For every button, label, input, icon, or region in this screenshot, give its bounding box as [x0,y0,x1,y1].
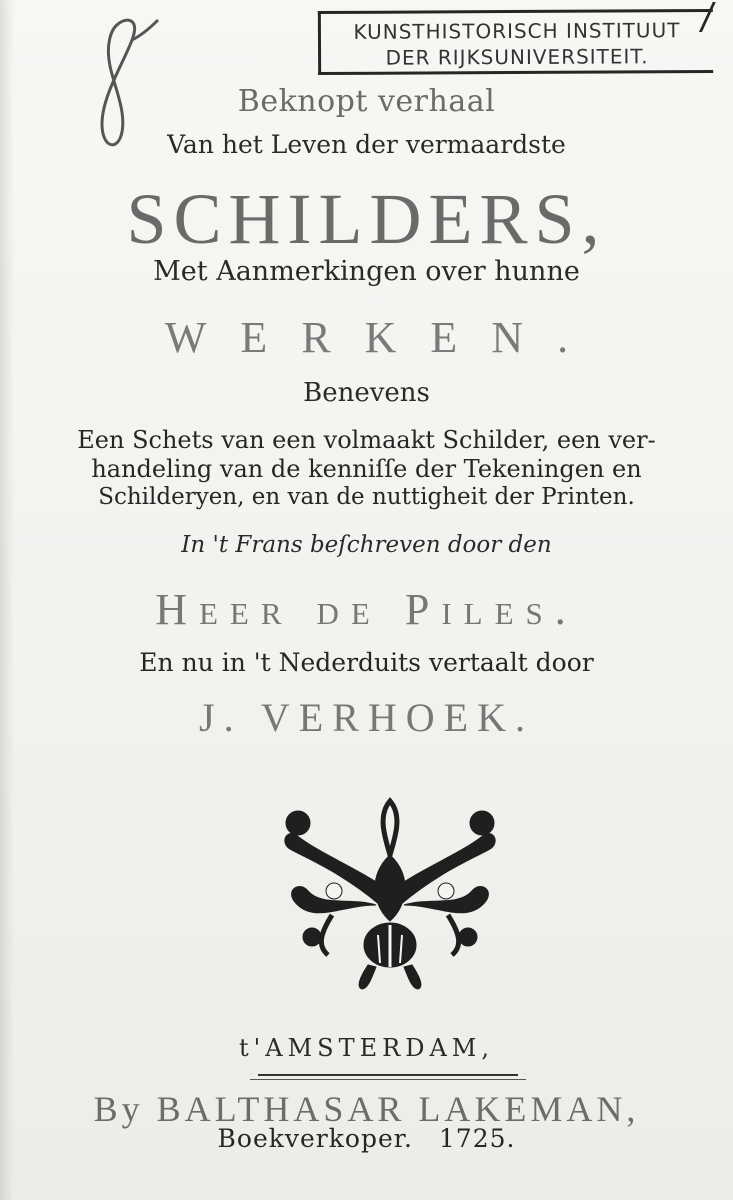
imprint-role-year [0,1124,733,1153]
translator-line: J. VERHOEK. [199,695,534,740]
title-line-schets-2: handeling van de kenniſſe der Tekeningen en [91,455,642,483]
title-line-schets-1: Een Schets van een volmaakt Schilder, een ver- [77,426,656,454]
title-line-met: Met Aanmerkingen over hunne [153,256,580,287]
imprint-year: 1725. [438,1124,516,1153]
imprint-city: t'AMSTERDAM, [239,1034,494,1062]
imprint-publisher: By BALTHASAR LAKEMAN, [93,1089,640,1129]
imprint-role: Boekverkoper. [217,1124,413,1153]
stamp-line-2: DER RIJKSUNIVERSITEIT. [385,44,649,70]
imprint-rule-thin [250,1079,526,1080]
title-line-van: Van het Leven der vermaardste [167,130,566,159]
author-line: Heer de Piles. [155,585,578,634]
title-line-werken: WERKEN. [164,313,603,362]
title-line-schilders: SCHILDERS, [126,179,607,259]
floral-ornament-icon [272,795,508,991]
stamp-line-1: KUNSTHISTORISCH INSTITUUT [353,18,681,44]
title-line-benevens: Benevens [303,378,430,408]
stamp-corner [699,2,733,32]
title-line-frans: In 't Frans beſchreven door den [181,532,552,558]
title-line-beknopt: Beknopt verhaal [237,84,496,119]
imprint-rule [258,1074,518,1076]
title-line-vertaalt: En nu in 't Nederduits vertaalt door [139,648,594,677]
title-line-schets-3: Schilderyen, en van de nuttigheit der Printen. [98,484,635,510]
library-stamp [318,9,713,75]
